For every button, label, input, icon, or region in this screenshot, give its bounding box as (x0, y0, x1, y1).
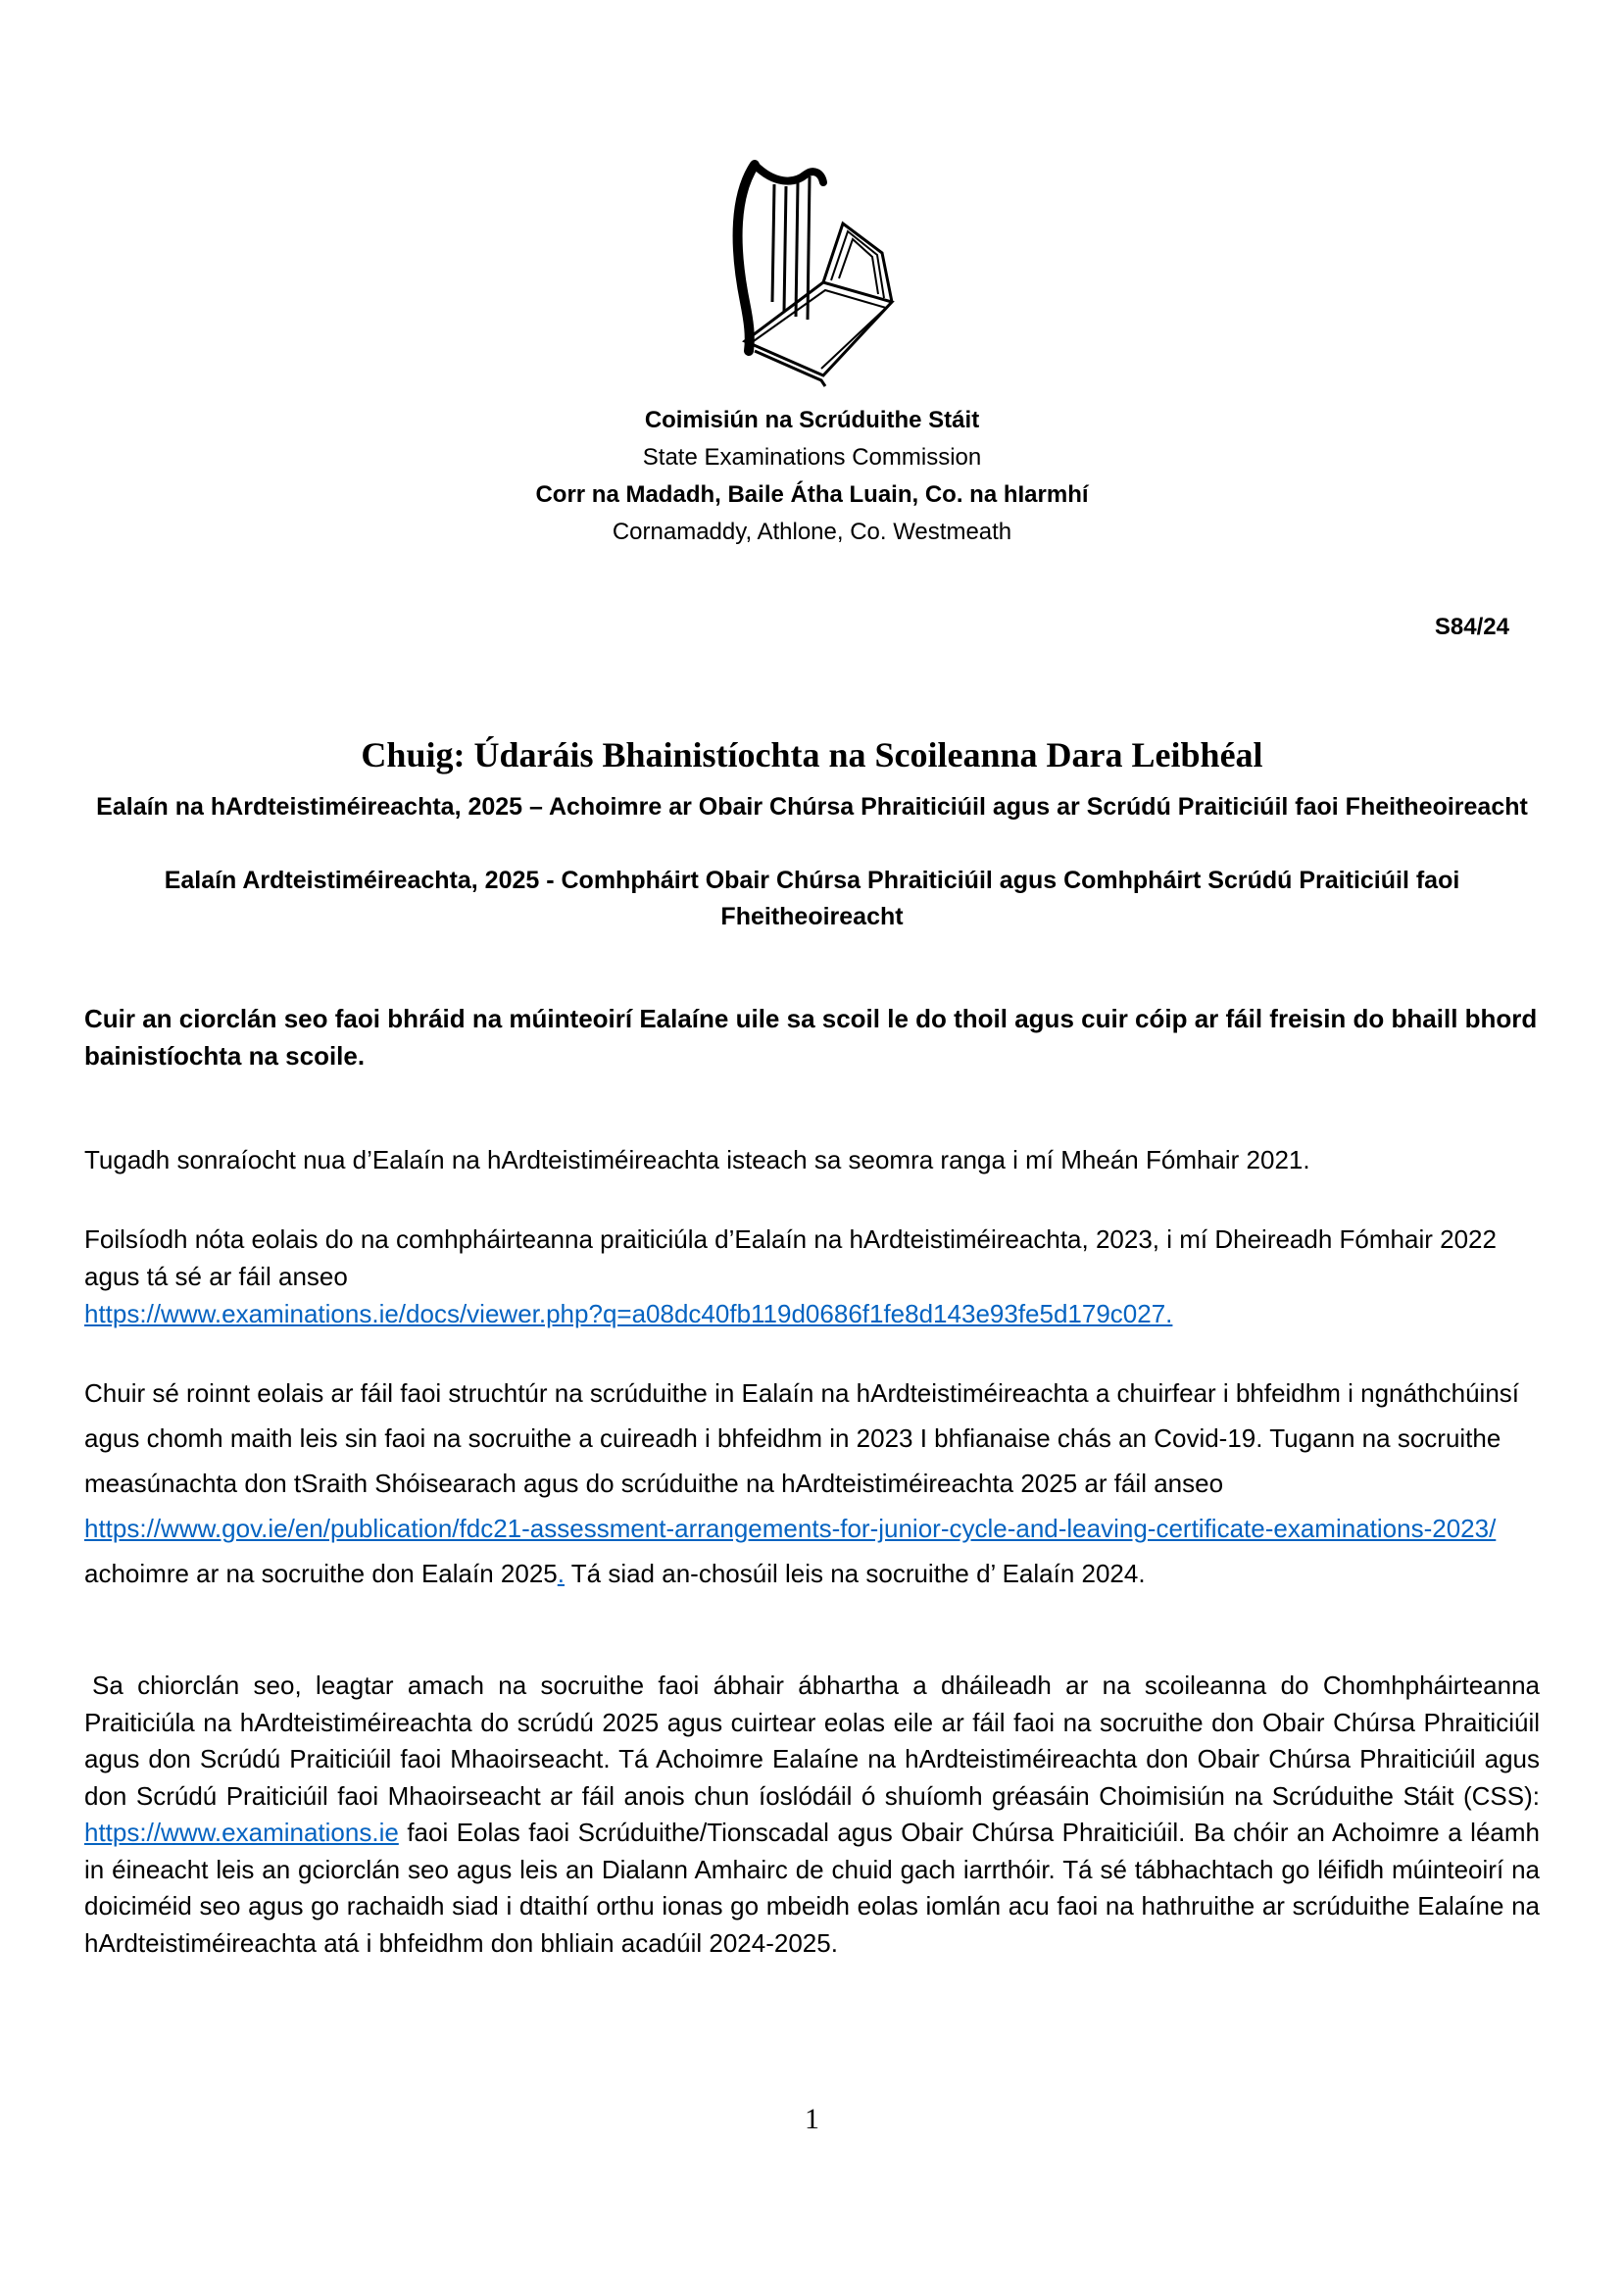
paragraph-3 (84, 1371, 1540, 1596)
paragraph-2-text: Foilsíodh nóta eolais do na comhpháirteanna praiticiúla d’Ealaín na hArdteistiméireachta, 2023, i mí Dheireadh Fómhair 2022 agus tá sé ar fáil anseo (84, 1224, 1497, 1291)
instruction-paragraph: Cuir an ciorclán seo faoi bhráid na múinteoirí Ealaíne uile sa scoil le do thoil agus cuir cóip ar fáil freisin do bhaill bhord bainistíochta na scoile. (84, 1004, 1538, 1071)
paragraph-2 (84, 1221, 1540, 1332)
page-number: 1 (805, 2103, 819, 2135)
harp-logo-icon (715, 155, 911, 390)
paragraph-1: Tugadh sonraíocht nua d’Ealaín na hArdteistiméireachta isteach sa seomra ranga i mí Mheán Fómhair 2021. (84, 1145, 1310, 1174)
circular-reference: S84/24 (1434, 614, 1509, 640)
address-irish: Corr na Madadh, Baile Átha Luain, Co. na hIarmhí (535, 481, 1089, 508)
subtitle-1: Ealaín na hArdteistiméireachta, 2025 – Achoimre ar Obair Chúrsa Phraiticiúil agus ar Scrúdú Praiticiúil faoi Fheitheoireacht (96, 793, 1528, 821)
examinations-ie-link[interactable]: https://www.examinations.ie (84, 1818, 399, 1847)
examinations-viewer-link[interactable]: https://www.examinations.ie/docs/viewer.php?q=a08dc40fb119d0686f1fe8d143e93fe5d179c027. (84, 1299, 1173, 1328)
paragraph-4 (84, 1668, 1540, 1962)
org-name-irish: Coimisiún na Scrúduithe Stáit (644, 407, 980, 433)
paragraph-3-text-b: achoimre ar na socruithe don Ealaín 2025 (84, 1559, 558, 1588)
subtitle-2: Ealaín Ardteistiméireachta, 2025 - Comhpháirt Obair Chúrsa Phraiticiúil agus Comhpháirt Scrúdú Praiticiúil faoi Fheitheoireacht (164, 867, 1460, 930)
paragraph-3-text-c: Tá siad an-chosúil leis na socruithe d’ Ealaín 2024. (565, 1559, 1146, 1588)
org-name-english: State Examinations Commission (642, 444, 982, 471)
document-title: Chuig: Údaráis Bhainistíochta na Scoileanna Dara Leibhéal (361, 735, 1263, 774)
paragraph-4-text-a: Sa chiorclán seo, leagtar amach na socruithe faoi ábhair ábhartha a dháileadh ar na scoileanna do Chomhpháirteanna Praiticiúla na hArdteistiméireachta do scrúdú 2025 agus cuirtear eolas eile ar fáil faoi na socruithe don Obair Chúrsa Phraiticiúil agus don Scrúdú Praiticiúil faoi Mhaoirseacht. Tá Achoimre Ealaíne na hArdteistiméireachta don Obair Chúrsa Phraiticiúil agus don Scrúdú Praiticiúil faoi Mhaoirseacht ar fáil anois chun íoslódáil ó shuíomh gréasáin Choimisiún na Scrúduithe Stáit (CSS): (84, 1671, 1540, 1811)
organisation-header (0, 402, 1624, 551)
paragraph-3-text-a: Chuir sé roinnt eolais ar fáil faoi struchtúr na scrúduithe in Ealaín na hArdteistiméireachta a chuirfear i bhfeidhm i ngnáthchúinsí agus chomh maith leis sin faoi na socruithe a cuireadh i bhfeidhm in 2023 I bhfianaise chás an Covid-19. Tugann na socruithe measúnachta don tSraith Shóisearach agus do scrúduithe na hArdteistiméireachta 2025 ar fáil anseo (84, 1378, 1520, 1498)
gov-ie-assessment-link[interactable]: https://www.gov.ie/en/publication/fdc21-assessment-arrangements-for-junior-cycle-and-leaving-certificate-examinations-2023/ (84, 1514, 1497, 1543)
gov-ie-link-dot[interactable]: . (557, 1559, 565, 1588)
address-english: Cornamaddy, Athlone, Co. Westmeath (612, 519, 1012, 545)
paragraph-4-text-b: faoi Eolas faoi Scrúduithe/Tionscadal agus Obair Chúrsa Phraiticiúil. Ba chóir an Achoimre a léamh in éineacht leis an gciorclán seo agus leis an Dialann Amhairc de chuid gach iarrthóir. Tá sé tábhachtach go léifidh múinteoirí na doiciméid seo agus go rachaidh siad i dtaithí orthu ionas go mbeidh eolas iomlán acu faoi na hathruithe ar scrúduithe Ealaíne na hArdteistiméireachta atá i bhfeidhm don bhliain acadúil 2024-2025. (84, 1818, 1540, 1958)
